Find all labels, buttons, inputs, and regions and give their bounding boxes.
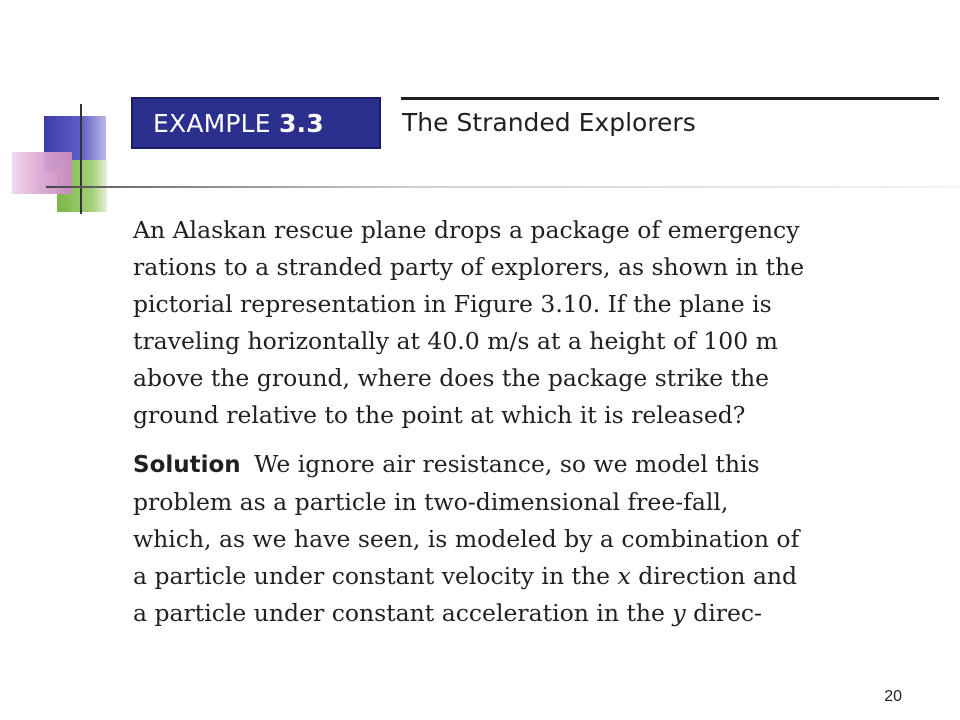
- example-label: [153, 109, 324, 138]
- problem-line: above the ground, where does the package strike the: [133, 364, 770, 392]
- decor-vertical-line: [80, 104, 82, 214]
- page-number: 20: [884, 688, 902, 705]
- problem-line: rations to a stranded party of explorers, as shown in the: [133, 253, 805, 281]
- solution-line: which, as we have seen, is modeled by a combination of: [133, 525, 800, 553]
- example-title: The Stranded Explorers: [402, 108, 696, 137]
- variable-y: y: [672, 599, 686, 627]
- solution-text: direc-: [685, 599, 762, 627]
- problem-line: An Alaskan rescue plane drops a package of emergency: [133, 216, 800, 244]
- solution-text: direction and: [630, 562, 798, 590]
- solution-line: [133, 446, 893, 484]
- solution-line: problem as a particle in two-dimensional free-fall,: [133, 488, 729, 516]
- example-number: 3.3: [278, 108, 324, 138]
- example-label-box: [131, 97, 381, 149]
- variable-x: x: [617, 562, 631, 590]
- decor-horizontal-line: [46, 186, 960, 188]
- problem-line: pictorial representation in Figure 3.10. If the plane is: [133, 290, 772, 318]
- solution-line: [133, 595, 893, 632]
- solution-text: a particle under constant velocity in the: [133, 562, 618, 590]
- body-text: [133, 212, 893, 632]
- title-rule: [401, 97, 939, 100]
- solution-line: [133, 558, 893, 595]
- example-word: EXAMPLE: [153, 108, 279, 138]
- solution-text: We ignore air resistance, so we model this: [254, 450, 760, 478]
- problem-line: ground relative to the point at which it is released?: [133, 401, 746, 429]
- problem-line: traveling horizontally at 40.0 m/s at a height of 100 m: [133, 327, 778, 355]
- solution-text: a particle under constant acceleration in the: [133, 599, 673, 627]
- solution-heading: Solution: [133, 452, 241, 478]
